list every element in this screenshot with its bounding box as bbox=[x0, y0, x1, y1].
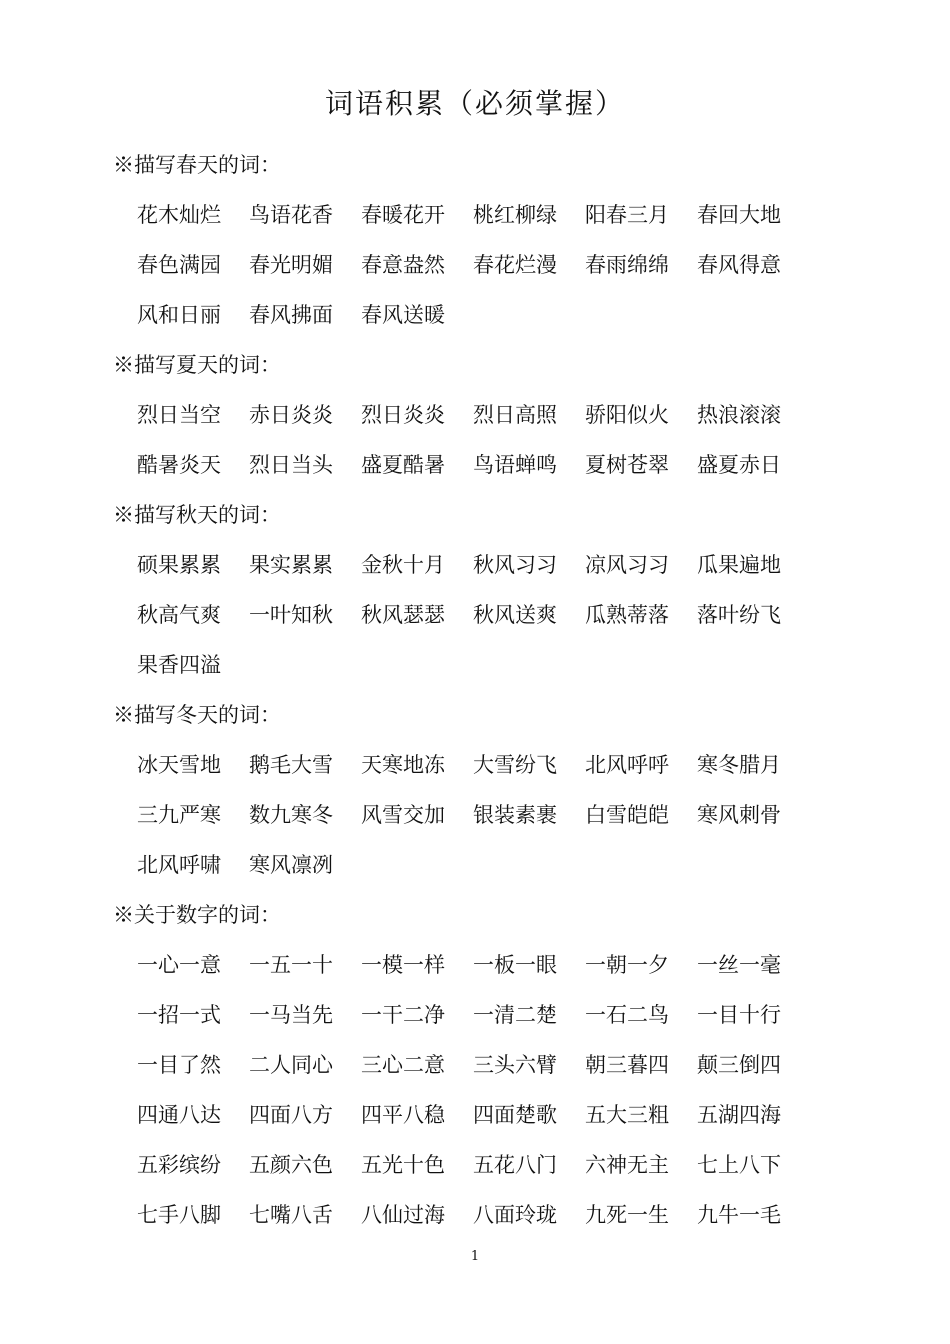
idiom-word: 北风呼呼 bbox=[585, 753, 669, 777]
idiom-word: 春意盎然 bbox=[361, 253, 445, 277]
idiom-word: 五光十色 bbox=[361, 1153, 445, 1177]
word-row bbox=[113, 590, 813, 640]
idiom-word: 一石二鸟 bbox=[585, 1003, 669, 1027]
page-title: 词语积累（必须掌握） bbox=[324, 87, 625, 120]
idiom-word: 夏树苍翠 bbox=[585, 453, 669, 477]
word-row bbox=[113, 1140, 813, 1190]
idiom-word: 春风得意 bbox=[697, 253, 781, 277]
idiom-word: 四平八稳 bbox=[361, 1103, 445, 1127]
idiom-word: 骄阳似火 bbox=[585, 403, 669, 427]
idiom-word: 四面八方 bbox=[249, 1103, 333, 1127]
idiom-word: 九死一生 bbox=[585, 1203, 669, 1227]
idiom-word: 大雪纷飞 bbox=[473, 753, 557, 777]
idiom-word: 烈日当空 bbox=[137, 403, 221, 427]
idiom-word: 瓜果遍地 bbox=[697, 553, 781, 577]
section-heading: ※描写夏天的词： bbox=[113, 353, 281, 377]
word-row bbox=[113, 1040, 813, 1090]
idiom-word: 七手八脚 bbox=[137, 1203, 221, 1227]
idiom-word: 春风送暖 bbox=[361, 303, 445, 327]
idiom-word: 四面楚歌 bbox=[473, 1103, 557, 1127]
idiom-word: 二人同心 bbox=[249, 1053, 333, 1077]
idiom-word: 五花八门 bbox=[473, 1153, 557, 1177]
idiom-word: 五湖四海 bbox=[697, 1103, 781, 1127]
idiom-word: 一招一式 bbox=[137, 1003, 221, 1027]
idiom-word: 鸟语蝉鸣 bbox=[473, 453, 557, 477]
idiom-word: 数九寒冬 bbox=[249, 803, 333, 827]
idiom-word: 春色满园 bbox=[137, 253, 221, 277]
idiom-word: 烈日高照 bbox=[473, 403, 557, 427]
idiom-word: 颠三倒四 bbox=[697, 1053, 781, 1077]
idiom-word: 九牛一毛 bbox=[697, 1203, 781, 1227]
idiom-word: 春光明媚 bbox=[249, 253, 333, 277]
idiom-word: 六神无主 bbox=[585, 1153, 669, 1177]
idiom-word: 春暖花开 bbox=[361, 203, 445, 227]
idiom-word: 三九严寒 bbox=[137, 803, 221, 827]
idiom-word: 一心一意 bbox=[137, 953, 221, 977]
word-row bbox=[113, 1190, 813, 1240]
idiom-word: 落叶纷飞 bbox=[697, 603, 781, 627]
idiom-word: 一清二楚 bbox=[473, 1003, 557, 1027]
idiom-word: 冰天雪地 bbox=[137, 753, 221, 777]
word-section bbox=[113, 490, 813, 690]
idiom-word: 果香四溢 bbox=[137, 653, 221, 677]
word-section bbox=[113, 340, 813, 490]
idiom-word: 秋风瑟瑟 bbox=[361, 603, 445, 627]
idiom-word: 一叶知秋 bbox=[249, 603, 333, 627]
idiom-word: 七嘴八舌 bbox=[249, 1203, 333, 1227]
idiom-word: 寒冬腊月 bbox=[697, 753, 781, 777]
word-section bbox=[113, 690, 813, 890]
word-row bbox=[113, 440, 813, 490]
idiom-word: 一朝一夕 bbox=[585, 953, 669, 977]
idiom-word: 秋风习习 bbox=[473, 553, 557, 577]
idiom-word: 七上八下 bbox=[697, 1153, 781, 1177]
idiom-word: 八仙过海 bbox=[361, 1203, 445, 1227]
idiom-word: 寒风凛冽 bbox=[249, 853, 333, 877]
word-row bbox=[113, 190, 813, 240]
word-row bbox=[113, 640, 813, 690]
word-row bbox=[113, 790, 813, 840]
idiom-word: 天寒地冻 bbox=[361, 753, 445, 777]
page-number: 1 bbox=[470, 1249, 480, 1264]
idiom-word: 北风呼啸 bbox=[137, 853, 221, 877]
idiom-word: 一板一眼 bbox=[473, 953, 557, 977]
idiom-word: 春回大地 bbox=[697, 203, 781, 227]
word-row bbox=[113, 390, 813, 440]
idiom-word: 风和日丽 bbox=[137, 303, 221, 327]
word-row bbox=[113, 240, 813, 290]
section-heading: ※描写春天的词： bbox=[113, 153, 281, 177]
word-section bbox=[113, 140, 813, 340]
idiom-word: 五彩缤纷 bbox=[137, 1153, 221, 1177]
idiom-word: 硕果累累 bbox=[137, 553, 221, 577]
idiom-word: 八面玲珑 bbox=[473, 1203, 557, 1227]
idiom-word: 桃红柳绿 bbox=[473, 203, 557, 227]
word-row bbox=[113, 1090, 813, 1140]
idiom-word: 烈日炎炎 bbox=[361, 403, 445, 427]
idiom-word: 阳春三月 bbox=[585, 203, 669, 227]
section-heading: ※描写秋天的词： bbox=[113, 503, 281, 527]
idiom-word: 酷暑炎天 bbox=[137, 453, 221, 477]
word-row bbox=[113, 940, 813, 990]
idiom-word: 金秋十月 bbox=[361, 553, 445, 577]
idiom-word: 五颜六色 bbox=[249, 1153, 333, 1177]
idiom-word: 一马当先 bbox=[249, 1003, 333, 1027]
section-heading: ※关于数字的词： bbox=[113, 903, 281, 927]
idiom-word: 秋高气爽 bbox=[137, 603, 221, 627]
idiom-word: 盛夏酷暑 bbox=[361, 453, 445, 477]
idiom-word: 三心二意 bbox=[361, 1053, 445, 1077]
word-row bbox=[113, 840, 813, 890]
idiom-word: 白雪皑皑 bbox=[585, 803, 669, 827]
idiom-word: 风雪交加 bbox=[361, 803, 445, 827]
idiom-word: 春风拂面 bbox=[249, 303, 333, 327]
vocabulary-list bbox=[113, 140, 813, 1240]
idiom-word: 春雨绵绵 bbox=[585, 253, 669, 277]
idiom-word: 寒风刺骨 bbox=[697, 803, 781, 827]
idiom-word: 鹅毛大雪 bbox=[249, 753, 333, 777]
idiom-word: 一目了然 bbox=[137, 1053, 221, 1077]
idiom-word: 热浪滚滚 bbox=[697, 403, 781, 427]
word-row bbox=[113, 290, 813, 340]
idiom-word: 银装素裹 bbox=[473, 803, 557, 827]
idiom-word: 鸟语花香 bbox=[249, 203, 333, 227]
idiom-word: 五大三粗 bbox=[585, 1103, 669, 1127]
idiom-word: 一目十行 bbox=[697, 1003, 781, 1027]
word-section bbox=[113, 890, 813, 1240]
idiom-word: 盛夏赤日 bbox=[697, 453, 781, 477]
idiom-word: 春花烂漫 bbox=[473, 253, 557, 277]
word-row bbox=[113, 540, 813, 590]
idiom-word: 三头六臂 bbox=[473, 1053, 557, 1077]
idiom-word: 烈日当头 bbox=[249, 453, 333, 477]
idiom-word: 瓜熟蒂落 bbox=[585, 603, 669, 627]
idiom-word: 一丝一毫 bbox=[697, 953, 781, 977]
idiom-word: 一模一样 bbox=[361, 953, 445, 977]
section-heading: ※描写冬天的词： bbox=[113, 703, 281, 727]
idiom-word: 四通八达 bbox=[137, 1103, 221, 1127]
idiom-word: 一干二净 bbox=[361, 1003, 445, 1027]
word-row bbox=[113, 990, 813, 1040]
idiom-word: 朝三暮四 bbox=[585, 1053, 669, 1077]
idiom-word: 果实累累 bbox=[249, 553, 333, 577]
idiom-word: 一五一十 bbox=[249, 953, 333, 977]
idiom-word: 花木灿烂 bbox=[137, 203, 221, 227]
idiom-word: 凉风习习 bbox=[585, 553, 669, 577]
word-row bbox=[113, 740, 813, 790]
idiom-word: 秋风送爽 bbox=[473, 603, 557, 627]
idiom-word: 赤日炎炎 bbox=[249, 403, 333, 427]
